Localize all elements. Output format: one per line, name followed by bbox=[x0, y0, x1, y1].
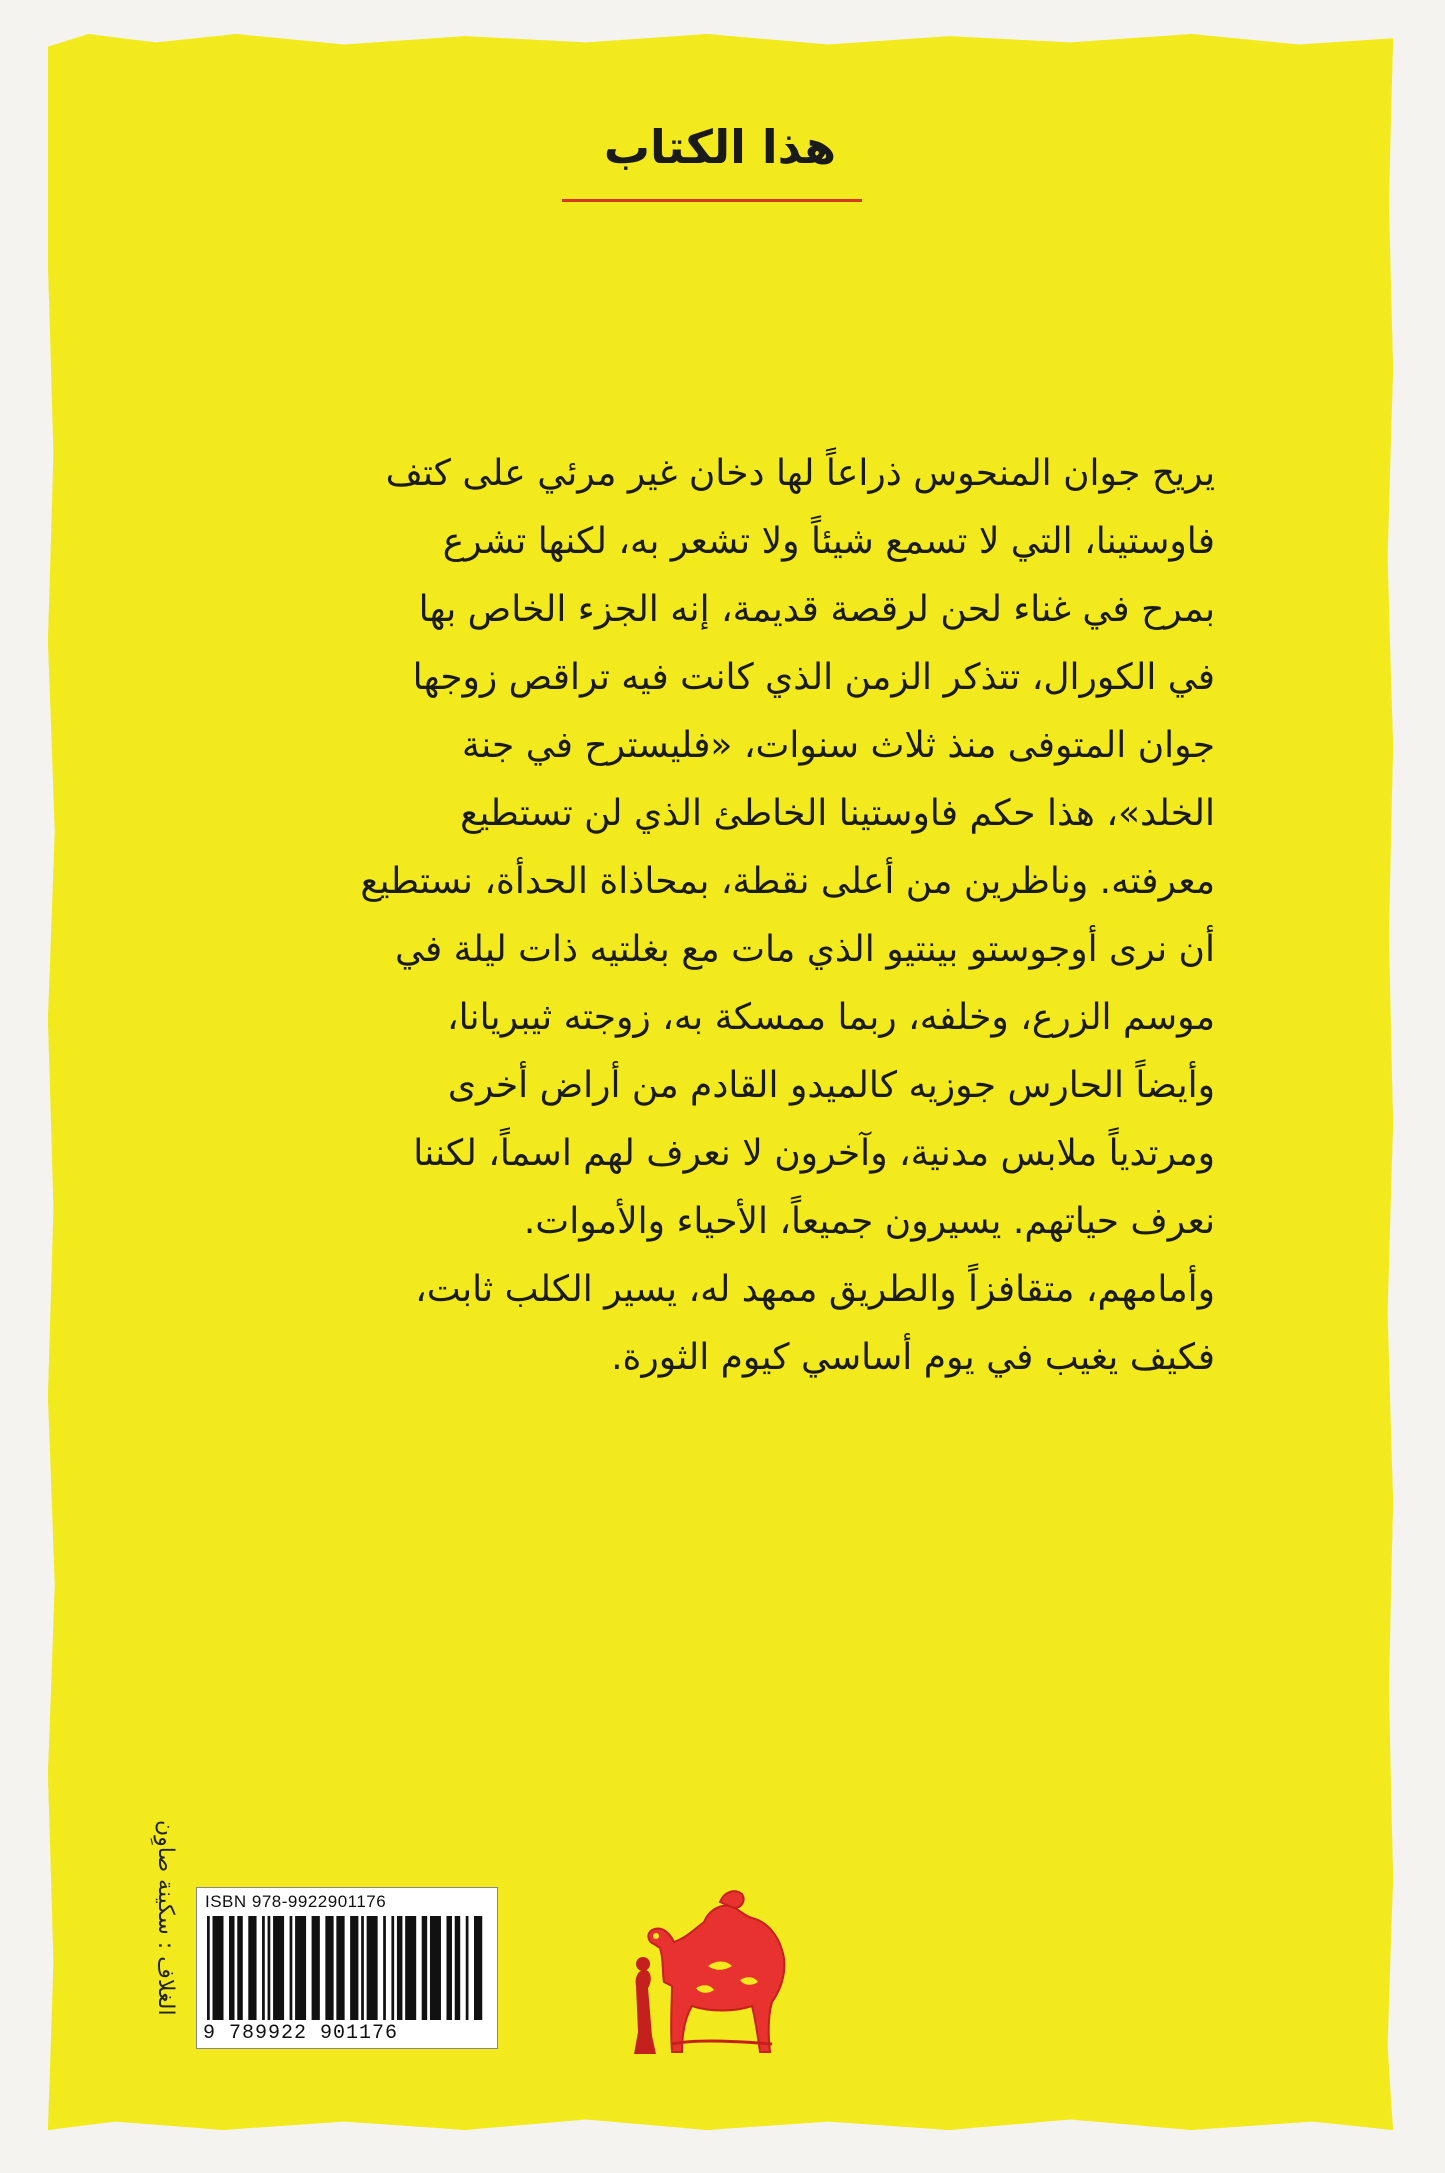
isbn-label: ISBN 978-9922901176 bbox=[205, 1892, 387, 1911]
blurb-line: معرفته. وناظرين من أعلى نقطة، بمحاذاة الحدأة، نستطيع bbox=[360, 861, 1215, 902]
blurb-line: الخلد»، هذا حكم فاوستينا الخاطئ الذي لن تستطيع bbox=[460, 793, 1215, 834]
blurb-line: وأمامهم، متقافزاً والطريق ممهد له، يسير الكلب ثابت، bbox=[415, 1269, 1215, 1310]
page-title: هذا الكتاب bbox=[603, 120, 837, 174]
barcode-bars bbox=[203, 1916, 491, 2020]
blurb-line: نعرف حياتهم. يسيرون جميعاً، الأحياء والأموات. bbox=[523, 1201, 1215, 1242]
camel-and-rider-icon bbox=[612, 1856, 822, 2066]
blurb-line: أن نرى أوجوستو بينتيو الذي مات مع بغلتيه ذات ليلة في bbox=[394, 929, 1215, 970]
blurb-paragraph bbox=[240, 440, 1215, 1392]
blurb-line: في الكورال، تتذكر الزمن الذي كانت فيه تراقص زوجها bbox=[412, 657, 1215, 698]
blurb-line: فكيف يغيب في يوم أساسي كيوم الثورة. bbox=[611, 1337, 1215, 1378]
blurb-line: ومرتدياً ملابس مدنية، وآخرون لا نعرف لهم اسماً، لكننا bbox=[413, 1133, 1215, 1174]
blurb-line: موسم الزرع، وخلفه، ربما ممسكة به، زوجته ثيبريانا، bbox=[446, 997, 1215, 1038]
barcode-digits: 9 789922 901176 bbox=[203, 2022, 399, 2045]
title-underline bbox=[562, 199, 862, 202]
blurb-line: بمرح في غناء لحن لرقصة قديمة، إنه الجزء الخاص بها bbox=[418, 589, 1215, 630]
blurb-line: جوان المتوفى منذ ثلاث سنوات، «فليسترح في جنة bbox=[461, 725, 1215, 766]
cover-credit-text: الغلاف : سكينة صاوِن bbox=[153, 1820, 178, 2016]
blurb-line: فاوستينا، التي لا تسمع شيئاً ولا تشعر به، لكنها تشرع bbox=[442, 521, 1215, 562]
blurb-line: يريح جوان المنحوس ذراعاً لها دخان غير مرئي على كتف bbox=[385, 453, 1215, 494]
isbn-barcode bbox=[196, 1887, 498, 2049]
blurb-line: وأيضاً الحارس جوزيه كالميدو القادم من أراض أخرى bbox=[447, 1065, 1215, 1106]
